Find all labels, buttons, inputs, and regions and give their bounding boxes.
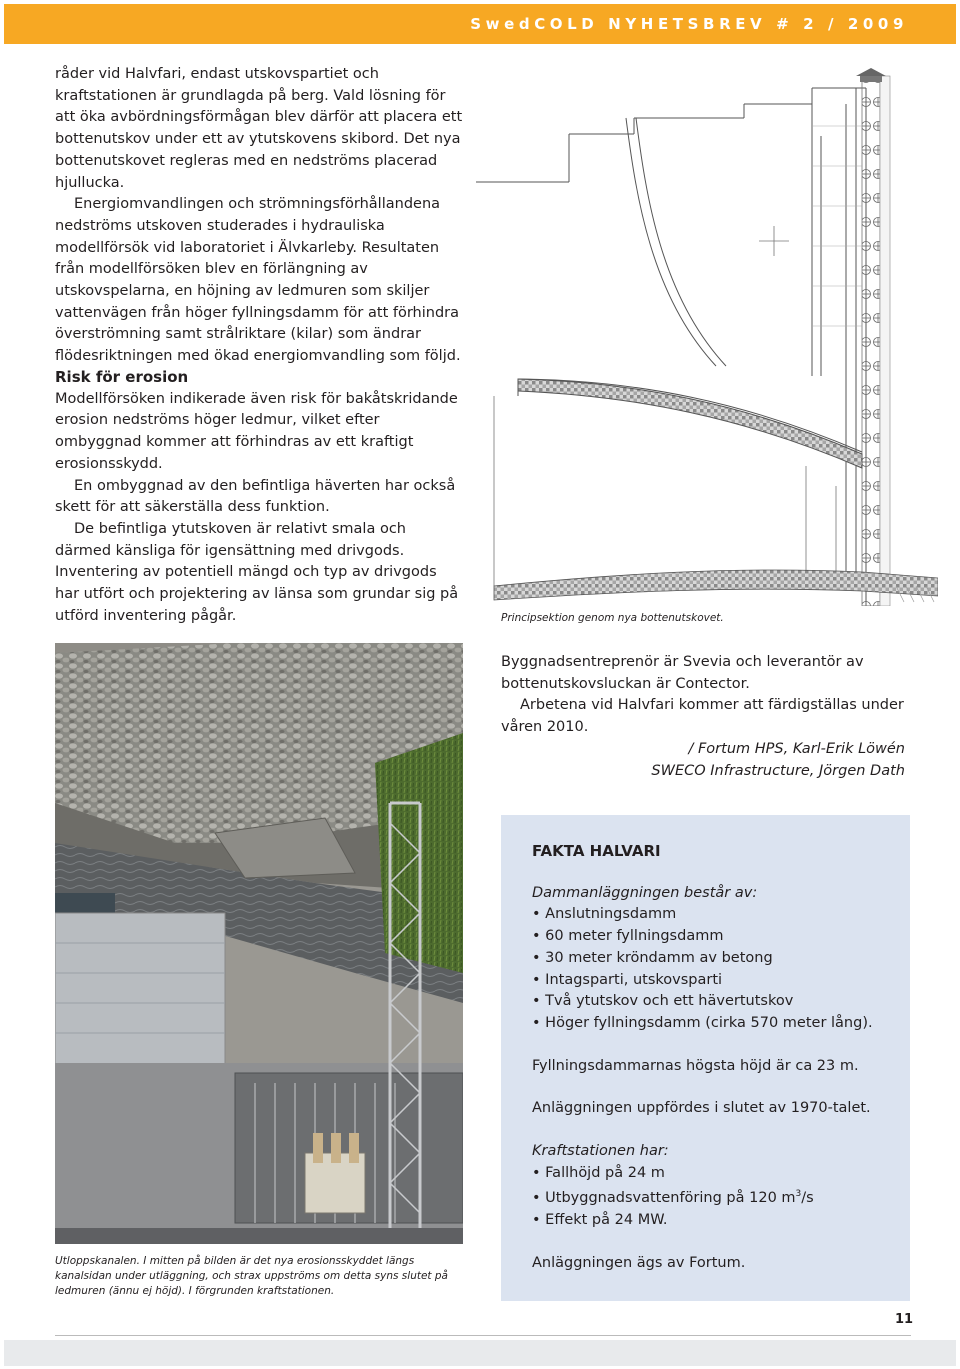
- fact-subheading: Kraftstationen har:: [532, 1143, 669, 1160]
- paragraph: En ombyggnad av den befintliga häverten har också skett för att säkerställa dess funktion.: [55, 477, 456, 516]
- list-item: • 60 meter fyllningsdamm: [532, 928, 724, 945]
- list-item: • Intagsparti, utskovsparti: [532, 971, 723, 988]
- paragraph: Arbetena vid Halvfari kommer att färdigställas under våren 2010.: [501, 697, 904, 736]
- paragraph: råder vid Halvfari, endast utskovspartiet och kraftstationen är grundlagda på berg. Vald lösning för att öka avbördningsförmågan blev därför att placera ett bottenutskov under ett av ytutskovens skibord. Det nya bottenutskovet regleras med en nedströms placerad hjullucka.: [55, 66, 463, 191]
- fact-subheading: Dammanläggningen består av:: [532, 884, 758, 901]
- page-number: 11: [895, 1312, 914, 1327]
- section-heading: Risk för erosion: [55, 368, 189, 386]
- fact-line: Anläggningen ägs av Fortum.: [532, 1254, 746, 1271]
- cross-section-drawing: [476, 66, 938, 606]
- list-item: • Höger fyllningsdamm (cirka 570 meter lång).: [532, 1014, 873, 1031]
- paragraph: Energiomvandlingen och strömningsförhållandena nedströms utskoven studerades i hydrauliska modellförsök vid laboratoriet i Älvkarleby. Resultaten från modellförsöken blev en förlängning av utskovspelarna, en höjning av ledmuren som skiljer vattenvägen från höger fyllningsdamm för att förhindra överströmning samt strålriktare (kilar) som ändrar flödesriktningen med ökad energiomvandling som följd.: [55, 196, 461, 365]
- fact-line: Anläggningen uppfördes i slutet av 1970-talet.: [532, 1100, 871, 1117]
- footer-bar: [4, 1340, 956, 1366]
- list-item: • Anslutningsdamm: [532, 906, 677, 923]
- fact-box-title: FAKTA HALVARI: [532, 842, 661, 860]
- fact-box: [501, 815, 910, 1301]
- left-text-block: [55, 64, 465, 368]
- fact-box-content: [532, 841, 892, 1274]
- author-signature: SWECO Infrastructure, Jörgen Dath: [651, 762, 905, 779]
- paragraph: De befintliga ytutskoven är relativt smala och därmed känsliga för igensättning med drivgods. Inventering av potentiell mängd och typ av drivgods har utfört och projektering av länsa som grundar sig på utförd inventering pågår.: [55, 520, 459, 624]
- list-item: • Utbyggnadsvattenföring på 120 $m^3/s$: [532, 1189, 814, 1207]
- list-item: • 30 meter kröndamm av betong: [532, 949, 773, 966]
- outlet-canal-photo: [55, 643, 463, 1244]
- list-item: • Effekt på 24 MW.: [532, 1211, 668, 1228]
- paragraph: Modellförsöken indikerade även risk för bakåtskridande erosion nedströms höger ledmur, vilket efter ombyggnad kommer att förhindras av ett kraftigt erosionsskydd.: [55, 390, 458, 472]
- footer-divider: [55, 1335, 911, 1336]
- newsletter-title: SwedCOLD NYHETSBREV # 2 / 2009: [470, 15, 908, 33]
- diagram-caption: Principsektion genom nya bottenutskovet.: [501, 612, 724, 624]
- list-item: • Två ytutskov och ett hävertutskov: [532, 993, 794, 1010]
- author-signature: / Fortum HPS, Karl-Erik Löwén: [688, 740, 905, 757]
- list-item: • Fallhöjd på 24 m: [532, 1164, 665, 1181]
- erosion-section: [55, 367, 465, 627]
- paragraph: Byggnadsentreprenör är Svevia och leverantör av bottenutskovsluckan är Contector.: [501, 654, 864, 692]
- photo-caption: Utloppskanalen. I mitten på bilden är det nya erosionsskyddet längs kanalsidan under utläggning, och strax uppströms om detta syns slutet på ledmuren (ännu ej höjd). I förgrunden kraftstationen.: [55, 1255, 448, 1297]
- fact-line: Fyllningsdammarnas högsta höjd är ca 23 m.: [532, 1057, 859, 1074]
- newsletter-header-bar: [4, 4, 956, 44]
- right-text-block: [501, 652, 911, 782]
